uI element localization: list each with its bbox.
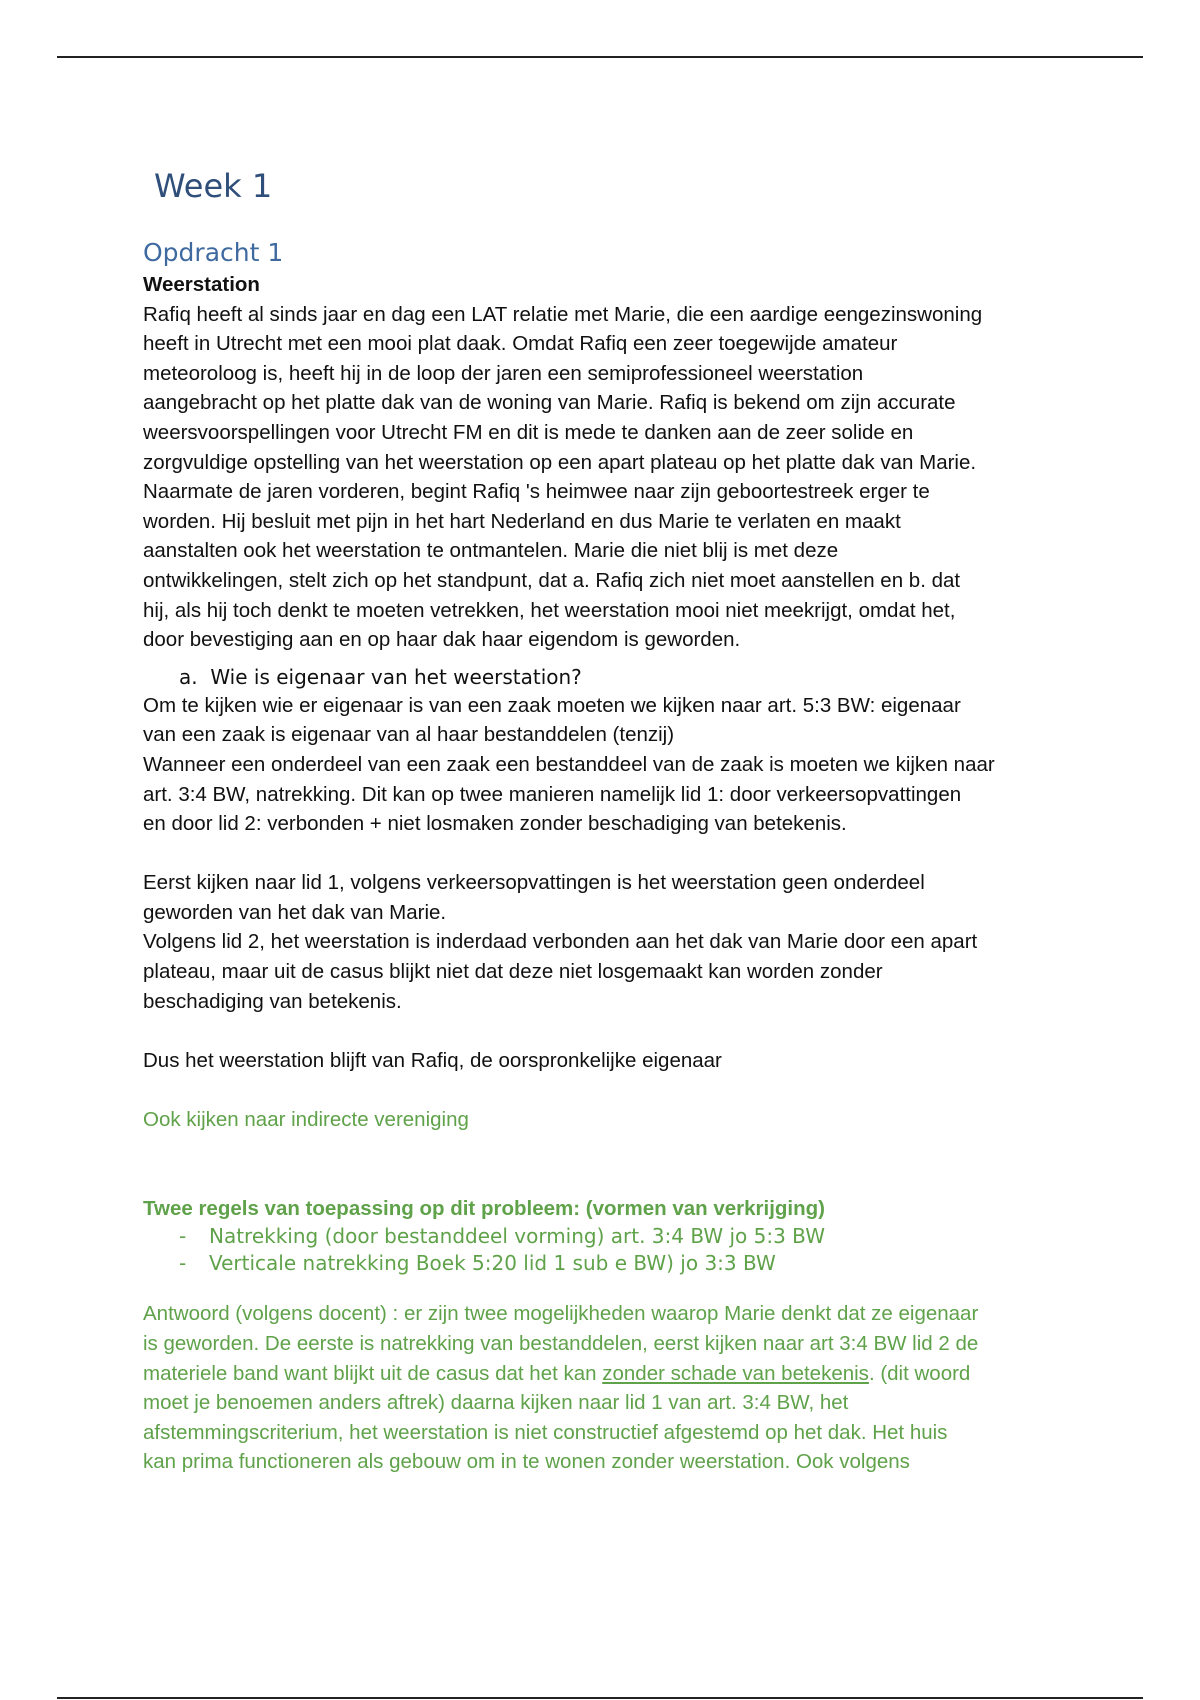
- case-line: weersvoorspellingen voor Utrecht FM en dit is mede te danken aan de zeer solide en: [143, 420, 914, 444]
- case-line: Naarmate de jaren vorderen, begint Rafiq 's heimwee naar zijn geboortestreek erger te: [143, 480, 930, 504]
- conclusion: Dus het weerstation blijft van Rafiq, de oorspronkelijke eigenaar: [143, 1048, 722, 1072]
- answer-line: van een zaak is eigenaar van al haar bestanddelen (tenzij): [143, 723, 675, 747]
- teacher-answer: Antwoord (volgens docent) : er zijn twee mogelijkheden waarop Marie denkt dat ze eigenaar is geworden. De eerste is natrekking van bestanddelen, eerst kijken naar art 3:4 BW lid 2 de materiele band want blijkt uit de casus dat het kan zonder schade van betekenis. (dit woord moet je benoemen anders aftrek) daarna kijken naar lid 1 van art. 3:4 BW, het afstemmingscriterium, het weerstation is niet constructief afgestemd op het dak. Het huis kan prima functioneren als gebouw om in te wonen zonder weerstation. Ook volgens: [143, 1302, 979, 1474]
- answer-line: Volgens lid 2, het weerstation is inderdaad verbonden aan het dak van Marie door een apart: [143, 930, 978, 954]
- rules-title: Twee regels van toepassing op dit probleem: (vormen van verkrijging): [143, 1196, 825, 1220]
- answer-line: geworden van het dak van Marie.: [143, 900, 447, 924]
- case-line: hij, als hij toch denkt te moeten vetrekken, het weerstation mooi niet meekrijgt, omdat het,: [143, 598, 956, 622]
- case-title: Weerstation: [143, 273, 260, 296]
- case-line: zorgvuldige opstelling van het weerstation op een apart plateau op het platte dak van Marie.: [143, 450, 977, 474]
- case-line: aangebracht op het platte dak van de woning van Marie. Rafiq is bekend om zijn accurate: [143, 391, 956, 415]
- case-line: heeft in Utrecht met een mooi plat daak. Omdat Rafiq een zeer toegewijde amateur: [143, 332, 898, 356]
- answer-line: beschadiging van betekenis.: [143, 989, 402, 1013]
- question-a-text: Wie is eigenaar van het weerstation?: [210, 664, 582, 689]
- answer-line: Wanneer een onderdeel van een zaak een bestanddeel van de zaak is moeten we kijken naar: [143, 752, 995, 776]
- case-line: meteoroloog is, heeft hij in de loop der jaren een semiprofessioneel weerstation: [143, 361, 864, 385]
- question-a-marker: a.: [179, 664, 198, 689]
- case-line: Rafiq heeft al sinds jaar en dag een LAT relatie met Marie, die een aardige eengezinswoning: [143, 302, 983, 326]
- question-a: [179, 663, 1063, 691]
- underlined-phrase: zonder schade van betekenis: [602, 1361, 869, 1385]
- case-line: worden. Hij besluit met pijn in het hart Nederland en dus Marie te verlaten en maakt: [143, 509, 901, 533]
- case-line: aanstalten ook het weerstation te ontmantelen. Marie die niet blij is met deze: [143, 539, 839, 563]
- note-indirect: Ook kijken naar indirecte vereniging: [143, 1108, 469, 1132]
- answer-line: plateau, maar uit de casus blijkt niet dat deze niet losgemaakt kan worden zonder: [143, 960, 883, 984]
- case-line: door bevestiging aan en op haar dak haar eigendom is geworden.: [143, 628, 741, 652]
- heading-week: Week 1: [154, 167, 273, 205]
- document-page: [143, 160, 1063, 1477]
- answer-line: en door lid 2: verbonden + niet losmaken zonder beschadiging van betekenis.: [143, 812, 847, 836]
- answer-line: art. 3:4 BW, natrekking. Dit kan op twee manieren namelijk lid 1: door verkeersopvattingen: [143, 782, 962, 806]
- answer-line: Om te kijken wie er eigenaar is van een zaak moeten we kijken naar art. 5:3 BW: eigenaar: [143, 693, 961, 717]
- header-rule: [57, 56, 1143, 58]
- list-item: - Verticale natrekking Boek 5:20 lid 1 sub e BW) jo 3:3 BW: [179, 1251, 776, 1276]
- list-item: - Natrekking (door bestanddeel vorming) art. 3:4 BW jo 5:3 BW: [179, 1224, 825, 1249]
- answer-line: Eerst kijken naar lid 1, volgens verkeersopvattingen is het weerstation geen onderdeel: [143, 871, 925, 895]
- heading-opdracht: Opdracht 1: [143, 238, 284, 267]
- rules-list: [143, 1223, 1063, 1277]
- footer-rule: [57, 1697, 1143, 1699]
- case-line: ontwikkelingen, stelt zich op het standpunt, dat a. Rafiq zich niet moet aanstellen en b. dat: [143, 568, 961, 592]
